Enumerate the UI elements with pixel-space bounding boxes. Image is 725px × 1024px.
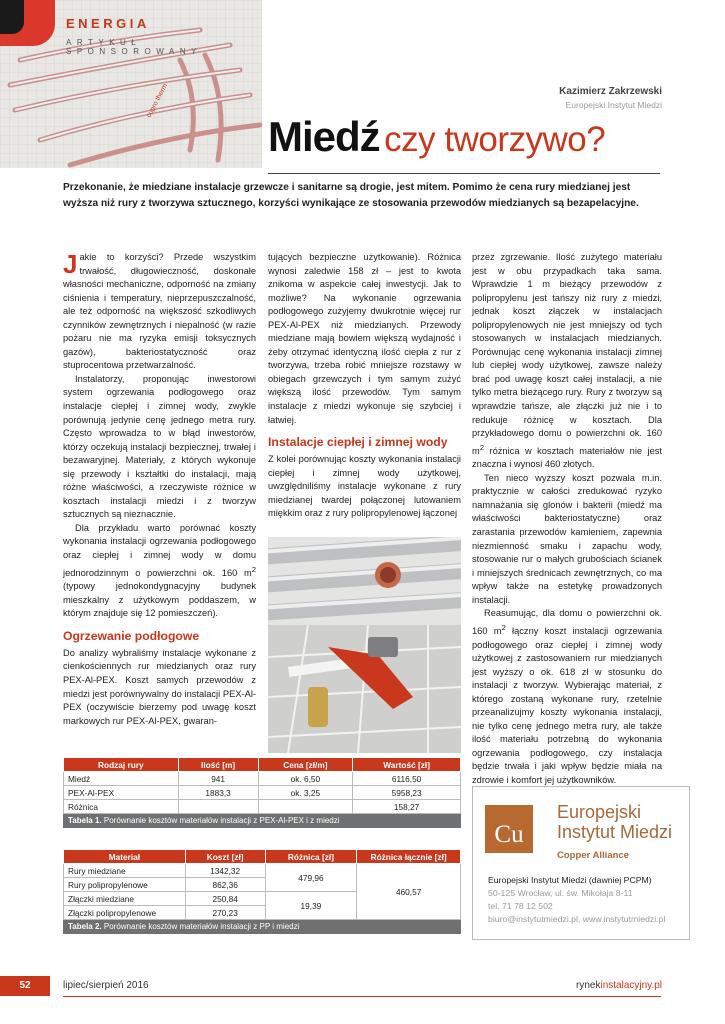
page-number: 52 [0,976,50,996]
table-header-row [64,850,461,864]
author-org: Europejski Instytut Miedzi [565,100,662,110]
column-header: Ilość [m] [178,758,258,772]
column-header: Różnica łącznie [zł] [357,850,461,864]
col1-paragraph-2: Instalatorzy, proponując inwestorowi system ogrzewania podłogowego oraz instalacje ciepłej i zimnej wody, zwykle porównują jedynie cenę jednego metra rury. Często wprowadza to w błąd inwestorów, którzy oczekują instalacji bezpiecznej, trwałej i bezawaryjnej. Materiały, z których wykonuje się przewody i kształtki do instalacji, mają różne właściwości, a rzeczywiste różnice w kosztach instalacji miedzi i z tworzyw sztucznych są nieznacznie. [63,373,256,520]
difference-pipes: 479,96 [265,864,357,892]
sponsor-alliance: Copper Alliance [557,850,629,861]
col1-paragraph-4: Do analizy wybraliśmy instalacje wykonane z cienkościennych rur miedzianych oraz rury PEX-Al-PEX. Koszt samych przewodów z miedzi jest porównywalny do instalacji PEX-Al-PEX (oczywiście bierzemy pod uwagę koszt markowych rur PEX-Al-PEX, gwaran- [63,647,256,726]
col1-paragraph-3: Dla przykładu warto porównać koszty wykonania instalacji ogrzewania podłogowego oraz ciepłej i zimnej wody w domu jednorodzinnym o powierzchni ok. 160 $m^2$ (typowy jednokondygnacyjny budynek mieszkalny z użytkowym poddaszem, w którym znajduje się 12 pomieszczeń). [63,522,256,619]
table-caption: Tabela 1. Porównanie kosztów materiałów instalacji z PEX-Al-PEX i z miedzi [64,814,461,828]
sponsor-title-line-2: Instytut Miedzi [557,822,673,842]
section-subtitle: ARTYKUŁ SPONSOROWANY [66,38,202,56]
copper-logo: Cu [485,805,533,853]
article-column-1 [63,251,256,728]
col3-paragraph-1: przez zgrzewanie. Ilość zużytego materiału jest w obu przypadkach taka sama. Wprawdzie 1 m bieżący przewodów z polipropylenu jest tańszy niż rury z miedzi, jednak koszt złączek w instalacjach polipropylenowych nie jest mniejszy od tych stosowanych w instalacjach miedzianych. Porównując cenę wykonania instalacji zimnej lub ciepłej wody użytkowej, zawsze należy brać pod uwagę koszt całej instalacji, a nie tylko metra bieżącego rury. Rury z tworzyw są wprawdzie tańsze, ale złączki już nie i to redukuje różnicę w kosztach. Dla przykładowego domu o powierzchni ok. 160 $m^2$ różnica w kosztach materiałów nie jest znaczna i wynosi 460 złotych. [472,252,662,470]
col2-paragraph-2: Z kolei porównując koszty wykonania instalacji ciepłej i zimnej wody użytkowej, uwzględniliśmy instalacje wykonane z rury miedzianej twardej połączonej lutowaniem miękkim oraz z rury polipropylenowej łączonej [268,454,461,519]
table-row: Rury polipropylenowe 862,36 [64,878,461,892]
headline [268,113,668,161]
article-column-3 [472,251,662,788]
table-row: Złączki polipropylenowe 270,23 [64,906,461,920]
table-row: Różnica 158,27 [64,800,461,814]
sponsor-phone: tel. 71 78 12 502 [488,901,553,911]
column-header: Materiał [64,850,186,864]
corner-accent-dark [0,0,24,34]
sponsor-box [472,786,690,940]
col1-paragraph-1: akie to korzyści? Przede wszystkim trwałość, długowieczność, doskonałe własności mechaniczne, odporność na zmiany ciśnienia i temperatury, nieprzepuszczalność, ale też odporność na większość szkodliwych czynników zewnętrznych i niepalność (w razie pożaru nie ma ryzyka emisji toksycznych gazów), bakteriostatyczność oraz stuprocentowa przetwarzalność. [63,252,256,371]
author-block [559,86,662,110]
column-header: Rodzaj rury [64,758,179,772]
difference-total: 460,57 [357,864,461,920]
lead-paragraph: Przekonanie, że miedziane instalacje grzewcze i sanitarne są drogie, jest mitem. Pomimo że cena rury miedzianej jest wyższa niż rury z tworzywa sztucznego, korzyści wynikające ze stosowania przewodów miedzianych są bezapelacyjne. [63,182,639,209]
pipes-photo [268,537,461,753]
pipe-print-label: cupro therm [145,82,170,119]
copper-pipe-cutter-photo [268,537,461,753]
section-title: ENERGIA [66,16,150,31]
headline-main: Miedź [268,113,380,160]
column-header: Koszt [zł] [185,850,265,864]
headline-rest: czy tworzywo? [384,120,606,159]
table-row: Złączki miedziane 250,84 19,39 [64,892,461,906]
sponsor-address: 50-125 Wrocław, ul. św. Mikołaja 8-11 [488,888,633,898]
table-row: PEX-Al-PEX 1883,3 ok. 3,25 5958,23 [64,786,461,800]
table-caption: Tabela 2. Porównanie kosztów materiałów instalacji z PP i miedzi [64,920,461,934]
hero-image [0,0,262,168]
column-header: Cena [zł/m] [258,758,353,772]
heading-floor-heating: Ogrzewanie podłogowe [63,628,200,643]
footer-rule [63,996,661,997]
sponsor-email-web: biuro@instytutmiedzi.pl, www.instytutmiedzi.pl [488,914,666,924]
col2-paragraph-1: tujących bezpieczne użytkowanie). Różnica wynosi zaledwie 158 zł – jest to kwota znikoma w aspekcie całej inwestycji. Jak to możliwe? Na wykonanie ogrzewania podłogowego zużyjemy dwukrotnie więcej rur PEX-Al-PEX niż miedzianych. Przewody miedziane mają bowiem większą wydajność i żeby otrzymać identyczną ilość ciepła z rur z tworzywa, trzeba robić mniejsze rozstawy w obiegach grzewczych i tym samym zużyć większą ilość przewodów. Tym samym instalacje z miedzi wykonuje się szybciej i łatwiej. [268,252,461,425]
table-header-row [64,758,461,772]
col3-paragraph-3: Reasumując, dla domu o powierzchni ok. 160 $m^2$ łączny koszt instalacji ogrzewania podłogowego oraz ciepłej i zimnej wody użytkowej z zastosowaniem rur miedzianych jest wyższy o ok. 618 zł w stosunku do instalacji z tworzyw. Wybierając materiał, z którego zostaną wykonane rury, rzetelnie przeanalizujmy koszty wykonania instalacji, nie tylko cenę jednego metra rury, ale także ilość materiału potrzebną do wykonania ogrzewania podłogowego, czy instalacja będzie trwała i jaki wpływ będzie miała na zdrowie i komfort jej użytkowników. [472,608,662,785]
author-name: Kazimierz Zakrzewski [559,86,662,97]
column-header: Różnica [zł] [265,850,357,864]
article-column-2 [268,251,461,521]
column-header: Wartość [zł] [353,758,461,772]
col3-paragraph-2: Ten nieco wyższy koszt pozwala m.in. praktycznie w całości zredukować ryzyko namnażania się glonów i bakterii (miedź ma właściwości bakteriostatyczne) oraz zarastania przewodów kamieniem, zapewnia niezmienność smaku i zapachu wody, stosowanie rur o małych grubościach ścianek i mniejszych średnicach zewnętrznych, co ma wpływ także na estetykę prowadzonych instalacji. [472,472,662,605]
difference-fittings: 19,39 [265,892,357,920]
table-pp-vs-copper [63,849,461,934]
sponsor-name: Europejski Instytut Miedzi (dawniej PCPM) [488,875,652,885]
table-row: Rury miedziane 1342,32 479,96 460,57 [64,864,461,878]
sponsor-title-line-1: Europejski [557,802,642,822]
heading-water-installations: Instalacje ciepłej i zimnej wody [268,435,448,450]
issue-date: lipiec/sierpień 2016 [63,980,149,991]
drop-cap: J [63,249,78,279]
site-name: rynekinstalacyjny.pl [576,980,662,991]
headline-rule [268,173,660,174]
table-pex-vs-copper [63,757,461,828]
table-row: Miedź 941 ok. 6,50 6116,50 [64,772,461,786]
sponsor-contact [488,874,665,926]
